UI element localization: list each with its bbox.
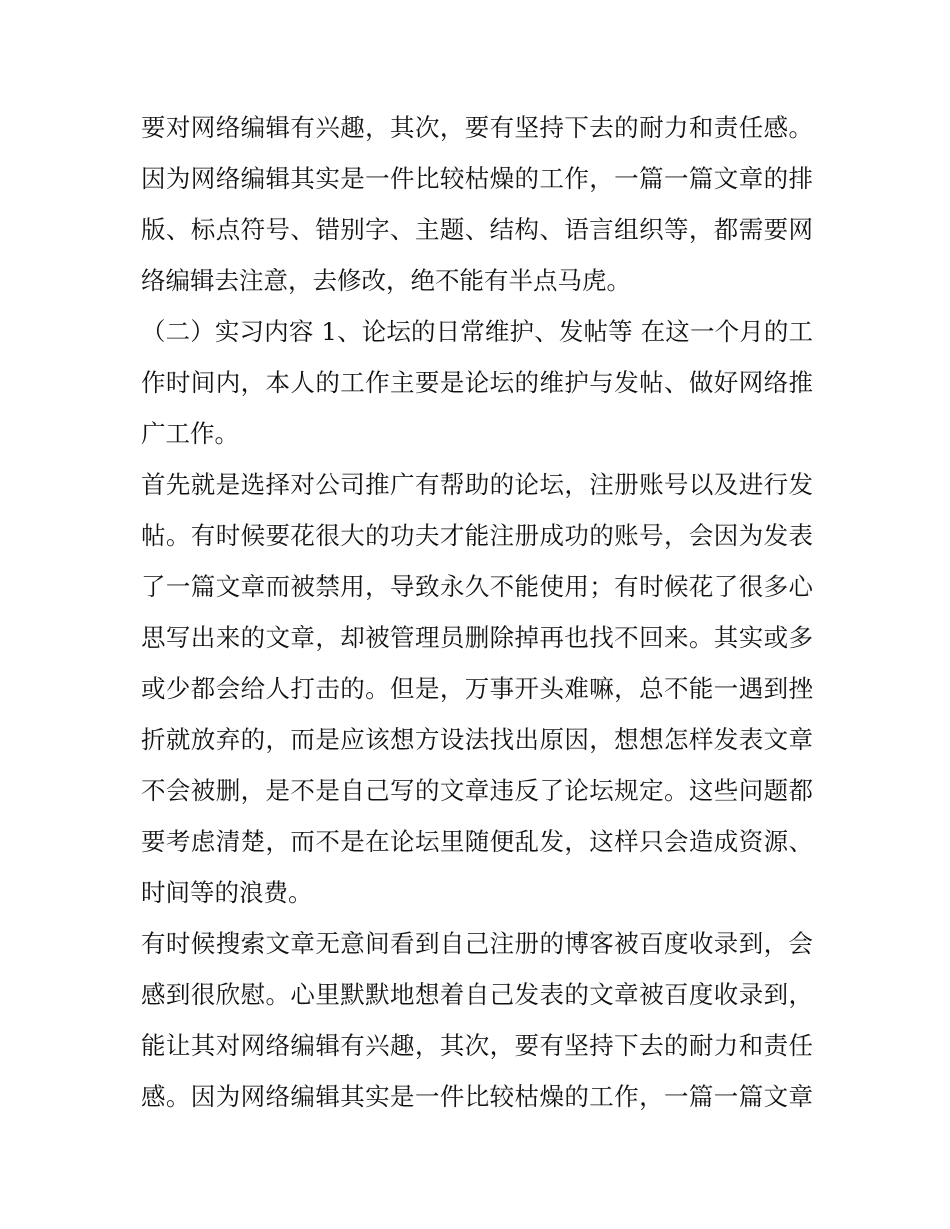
text-line: 帖。有时候要花很大的功夫才能注册成功的账号，会因为发表 (141, 521, 813, 550)
text-line: 要对网络编辑有兴趣，其次，要有坚持下去的耐力和责任感。 (141, 113, 813, 142)
text-line: 有时候搜索文章无意间看到自己注册的博客被百度收录到，会 (141, 929, 813, 958)
text-line: （二）实习内容 1、论坛的日常维护、发帖等 在这一个月的工 (141, 317, 813, 346)
text-line: 作时间内，本人的工作主要是论坛的维护与发帖、做好网络推 (141, 368, 813, 397)
text-line: 版、标点符号、错别字、主题、结构、语言组织等，都需要网 (141, 215, 813, 244)
text-line: 时间等的浪费。 (141, 878, 313, 907)
text-line: 因为网络编辑其实是一件比较枯燥的工作，一篇一篇文章的排 (141, 164, 813, 193)
text-line: 或少都会给人打击的。但是，万事开头难嘛，总不能一遇到挫 (141, 674, 813, 703)
text-line: 首先就是选择对公司推广有帮助的论坛，注册账号以及进行发 (141, 470, 813, 499)
text-line: 了一篇文章而被禁用，导致永久不能使用；有时候花了很多心 (141, 572, 813, 601)
text-line: 要考虑清楚，而不是在论坛里随便乱发，这样只会造成资源、 (141, 827, 813, 856)
text-line: 广工作。 (141, 419, 239, 448)
text-line: 折就放弃的，而是应该想方设法找出原因，想想怎样发表文章 (141, 725, 813, 754)
text-line: 络编辑去注意，去修改，绝不能有半点马虎。 (141, 266, 631, 295)
text-line: 思写出来的文章，却被管理员删除掉再也找不回来。其实或多 (141, 623, 813, 652)
text-line: 能让其对网络编辑有兴趣，其次，要有坚持下去的耐力和责任 (141, 1031, 813, 1060)
text-line: 感到很欣慰。心里默默地想着自己发表的文章被百度收录到， (141, 980, 813, 1009)
text-line: 感。因为网络编辑其实是一件比较枯燥的工作，一篇一篇文章 (141, 1082, 813, 1111)
text-line: 不会被删，是不是自己写的文章违反了论坛规定。这些问题都 (141, 776, 813, 805)
document-body (141, 102, 813, 1122)
